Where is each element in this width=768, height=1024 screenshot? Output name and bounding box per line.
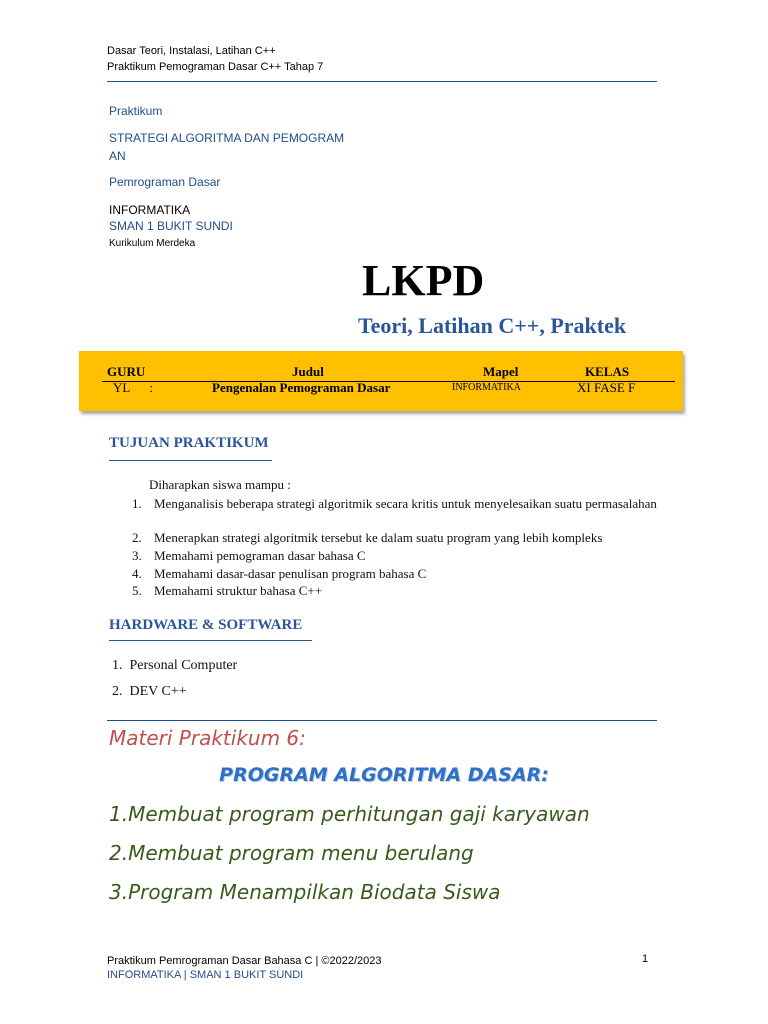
header-divider	[107, 81, 657, 82]
tujuan-underline	[109, 460, 272, 461]
subject-line-2: AN	[109, 149, 126, 163]
hardware-text: Personal Computer	[129, 658, 238, 673]
footer-line-2: INFORMATIKA | SMAN 1 BUKIT SUNDI	[107, 969, 304, 981]
school-name: SMAN 1 BUKIT SUNDI	[109, 219, 233, 233]
hardware-number: 2.	[112, 684, 123, 699]
materi-subheading: PROGRAM ALGORITMA DASAR:	[219, 764, 549, 786]
materi-item	[109, 841, 474, 865]
materi-item	[109, 880, 501, 904]
list-text: Memahami dasar-dasar penulisan program bahasa C	[154, 566, 427, 581]
page-subtitle: Teori, Latihan C++, Praktek	[358, 313, 627, 338]
pemrograman-label: Pemrograman Dasar	[109, 175, 221, 189]
materi-number: 2.	[109, 841, 129, 865]
informatika-label: INFORMATIKA	[109, 203, 191, 217]
header-judul: Judul	[292, 364, 324, 379]
list-text: Menerapkan strategi algoritmik tersebut ke dalam suatu program yang lebih kompleks	[154, 530, 603, 545]
materi-text: Membuat program perhitungan gaji karyawan	[128, 802, 590, 826]
header-line-1: Dasar Teori, Instalasi, Latihan C++	[107, 45, 276, 57]
list-number: 4.	[132, 566, 142, 581]
footer-line-1: Praktikum Pemrograman Dasar Bahasa C | ©2022/2023	[107, 955, 382, 967]
hardware-text: DEV C++	[129, 684, 187, 699]
hardware-heading: HARDWARE & SOFTWARE	[109, 617, 303, 633]
hardware-number: 1.	[112, 658, 123, 673]
guru-value: YL :	[113, 380, 153, 395]
kurikulum-label: Kurikulum Merdeka	[109, 238, 196, 249]
subject-line-1: STRATEGI ALGORITMA DAN PEMOGRAM	[109, 131, 345, 145]
header-line-2: Praktikum Pemograman Dasar C++ Tahap 7	[107, 61, 324, 73]
list-number: 1.	[132, 496, 142, 511]
list-text: Menganalisis beberapa strategi algoritmik secara kritis untuk menyelesaikan suatu permasalahan	[154, 496, 657, 511]
hardware-underline	[109, 640, 312, 641]
materi-number: 1.	[109, 802, 129, 826]
materi-text: Membuat program menu berulang	[128, 841, 474, 865]
list-text: Memahami struktur bahasa C++	[154, 583, 323, 598]
tujuan-heading: TUJUAN PRAKTIKUM	[109, 435, 269, 451]
judul-value: Pengenalan Pemograman Dasar	[212, 380, 391, 395]
list-number: 5.	[132, 583, 142, 598]
page-title: LKPD	[362, 256, 485, 305]
materi-item	[109, 802, 590, 826]
materi-text: Program Menampilkan Biodata Siswa	[128, 880, 501, 904]
materi-number: 3.	[109, 880, 129, 904]
header-guru: GURU	[107, 364, 146, 379]
page-number: 1	[642, 953, 649, 965]
header-kelas: KELAS	[585, 364, 630, 379]
mapel-value: INFORMATIKA	[452, 382, 521, 393]
tujuan-intro: Diharapkan siswa mampu :	[149, 477, 291, 492]
info-banner	[79, 351, 683, 411]
praktikum-label: Praktikum	[109, 104, 163, 118]
materi-divider	[107, 720, 657, 721]
list-text: Memahami pemograman dasar bahasa C	[154, 548, 366, 563]
materi-heading: Materi Praktikum 6:	[109, 726, 306, 750]
hardware-item	[112, 658, 237, 674]
header-mapel: Mapel	[483, 364, 519, 379]
list-number: 2.	[132, 530, 142, 545]
hardware-item	[112, 684, 187, 700]
list-number: 3.	[132, 548, 142, 563]
kelas-value: XI FASE F	[577, 380, 636, 395]
